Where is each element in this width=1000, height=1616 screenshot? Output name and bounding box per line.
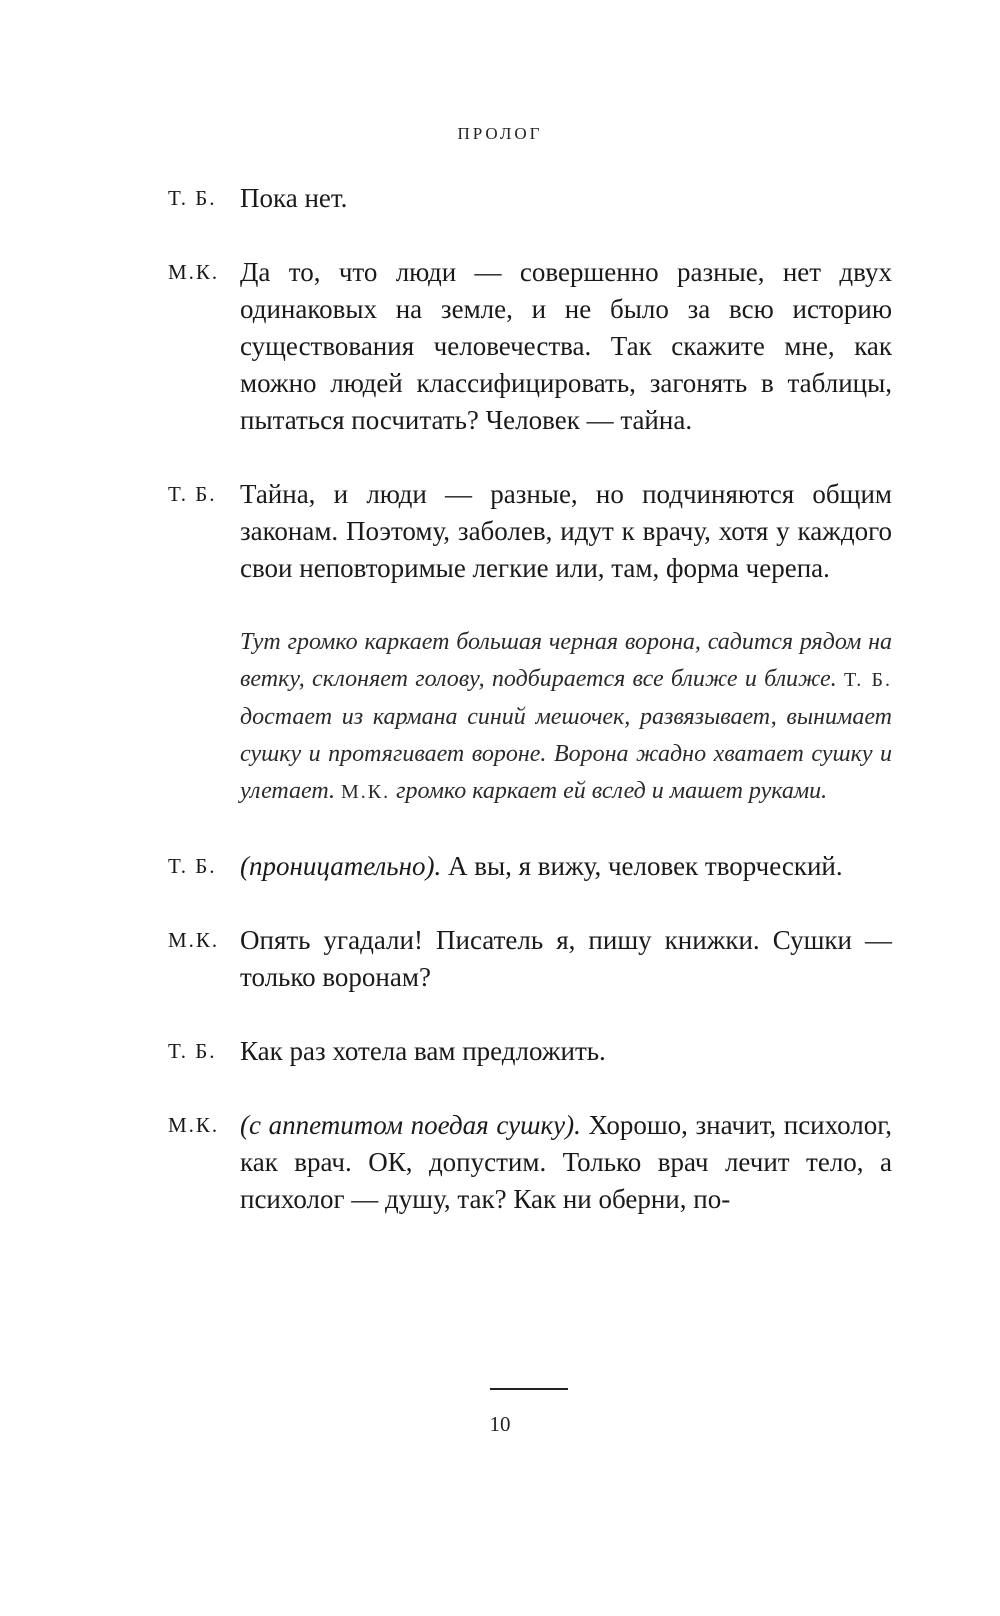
speaker-label: Т. Б. xyxy=(168,854,217,878)
speaker-direction: (проницательно). xyxy=(240,851,442,881)
dialogue-text: А вы, я вижу, человек творческий. xyxy=(447,851,843,881)
speaker-label: М.К. xyxy=(168,260,220,284)
stage-text: Тут громко каркает большая черная ворона, садится рядом на ветку, склоняет голову, подбирается все ближе и ближе. xyxy=(240,629,892,692)
dialogue-entry xyxy=(168,848,892,885)
dialogue-entry xyxy=(168,254,892,439)
dialogue-entry xyxy=(168,1107,892,1218)
dialogue-entry xyxy=(168,180,892,217)
stage-text: достает из кармана синий мешочек, развязывает, вынимает сушку и протягивает вороне. Ворона жадно хватает сушку и улетает. xyxy=(240,704,892,804)
speaker-direction: (с аппетитом поедая сушку). xyxy=(240,1110,581,1140)
dialogue-text: Тайна, и люди — разные, но подчиняются общим законам. Поэтому, заболев, идут к врачу, хотя у каждого свои неповторимые легкие или, там, форма черепа. xyxy=(240,479,892,583)
footer-rule xyxy=(490,1388,568,1390)
dialogue-text: Пока нет. xyxy=(240,183,348,213)
page-number: 10 xyxy=(489,1412,511,1436)
page-body xyxy=(168,180,892,1255)
running-header: ПРОЛОГ xyxy=(457,124,543,143)
stage-speaker-name: М.К. xyxy=(341,781,391,803)
dialogue-text: Да то, что люди — совершенно разные, нет двух одинаковых на земле, и не было за всю историю существования человечества. Так скажите мне, как можно людей классифицировать, загонять в таблицы, пытаться посчитать? Человек — тайна. xyxy=(240,257,892,435)
dialogue-entry xyxy=(168,922,892,996)
dialogue-text: Хорошо, значит, психолог, как врач. ОК, допустим. Только врач лечит тело, а психолог — душу, так? Как ни оберни, по- xyxy=(240,1110,893,1214)
speaker-label: Т. Б. xyxy=(168,482,217,506)
speaker-label: М.К. xyxy=(168,928,220,952)
stage-direction xyxy=(168,624,892,811)
stage-speaker-name: Т. Б. xyxy=(844,669,893,691)
dialogue-entry xyxy=(168,1033,892,1070)
speaker-label: М.К. xyxy=(168,1113,220,1137)
dialogue-entry xyxy=(168,476,892,587)
stage-text: громко каркает ей вслед и машет руками. xyxy=(396,778,828,804)
dialogue-text: Опять угадали! Писатель я, пишу книжки. Сушки — только воронам? xyxy=(240,925,892,992)
speaker-label: Т. Б. xyxy=(168,186,217,210)
dialogue-text: Как раз хотела вам предложить. xyxy=(240,1036,606,1066)
speaker-label: Т. Б. xyxy=(168,1039,217,1063)
